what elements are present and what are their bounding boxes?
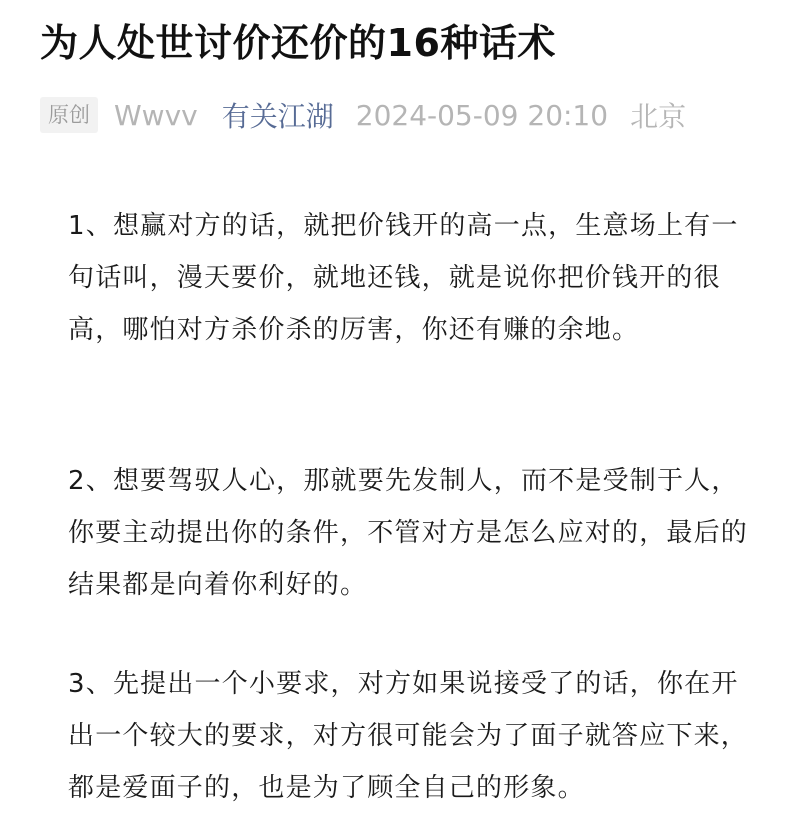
publish-datetime: 2024-05-09 20:10 (355, 98, 609, 132)
article-meta (40, 95, 686, 135)
author-name: Wwvv (114, 98, 198, 132)
paragraph-2: 2、想要驾驭人心，那就要先发制人，而不是受制于人，你要主动提出你的条件，不管对方是怎么应对的，最后的结果都是向着你利好的。 (68, 466, 749, 600)
article-title: 为人处世讨价还价的16种话术 (40, 21, 556, 65)
account-link[interactable]: 有关江湖 (221, 100, 334, 133)
original-badge: 原创 (40, 97, 98, 133)
paragraph-1: 1、想赢对方的话，就把价钱开的高一点，生意场上有一句话叫，漫天要价，就地还钱，就是说你把价钱开的很高，哪怕对方杀价杀的厉害，你还有赚的余地。 (68, 211, 739, 345)
publish-location: 北京 (630, 100, 687, 133)
paragraph-3: 3、先提出一个小要求，对方如果说接受了的话，你在开出一个较大的要求，对方很可能会为了面子就答应下来，都是爱面子的，也是为了顾全自己的形象。 (68, 669, 749, 803)
